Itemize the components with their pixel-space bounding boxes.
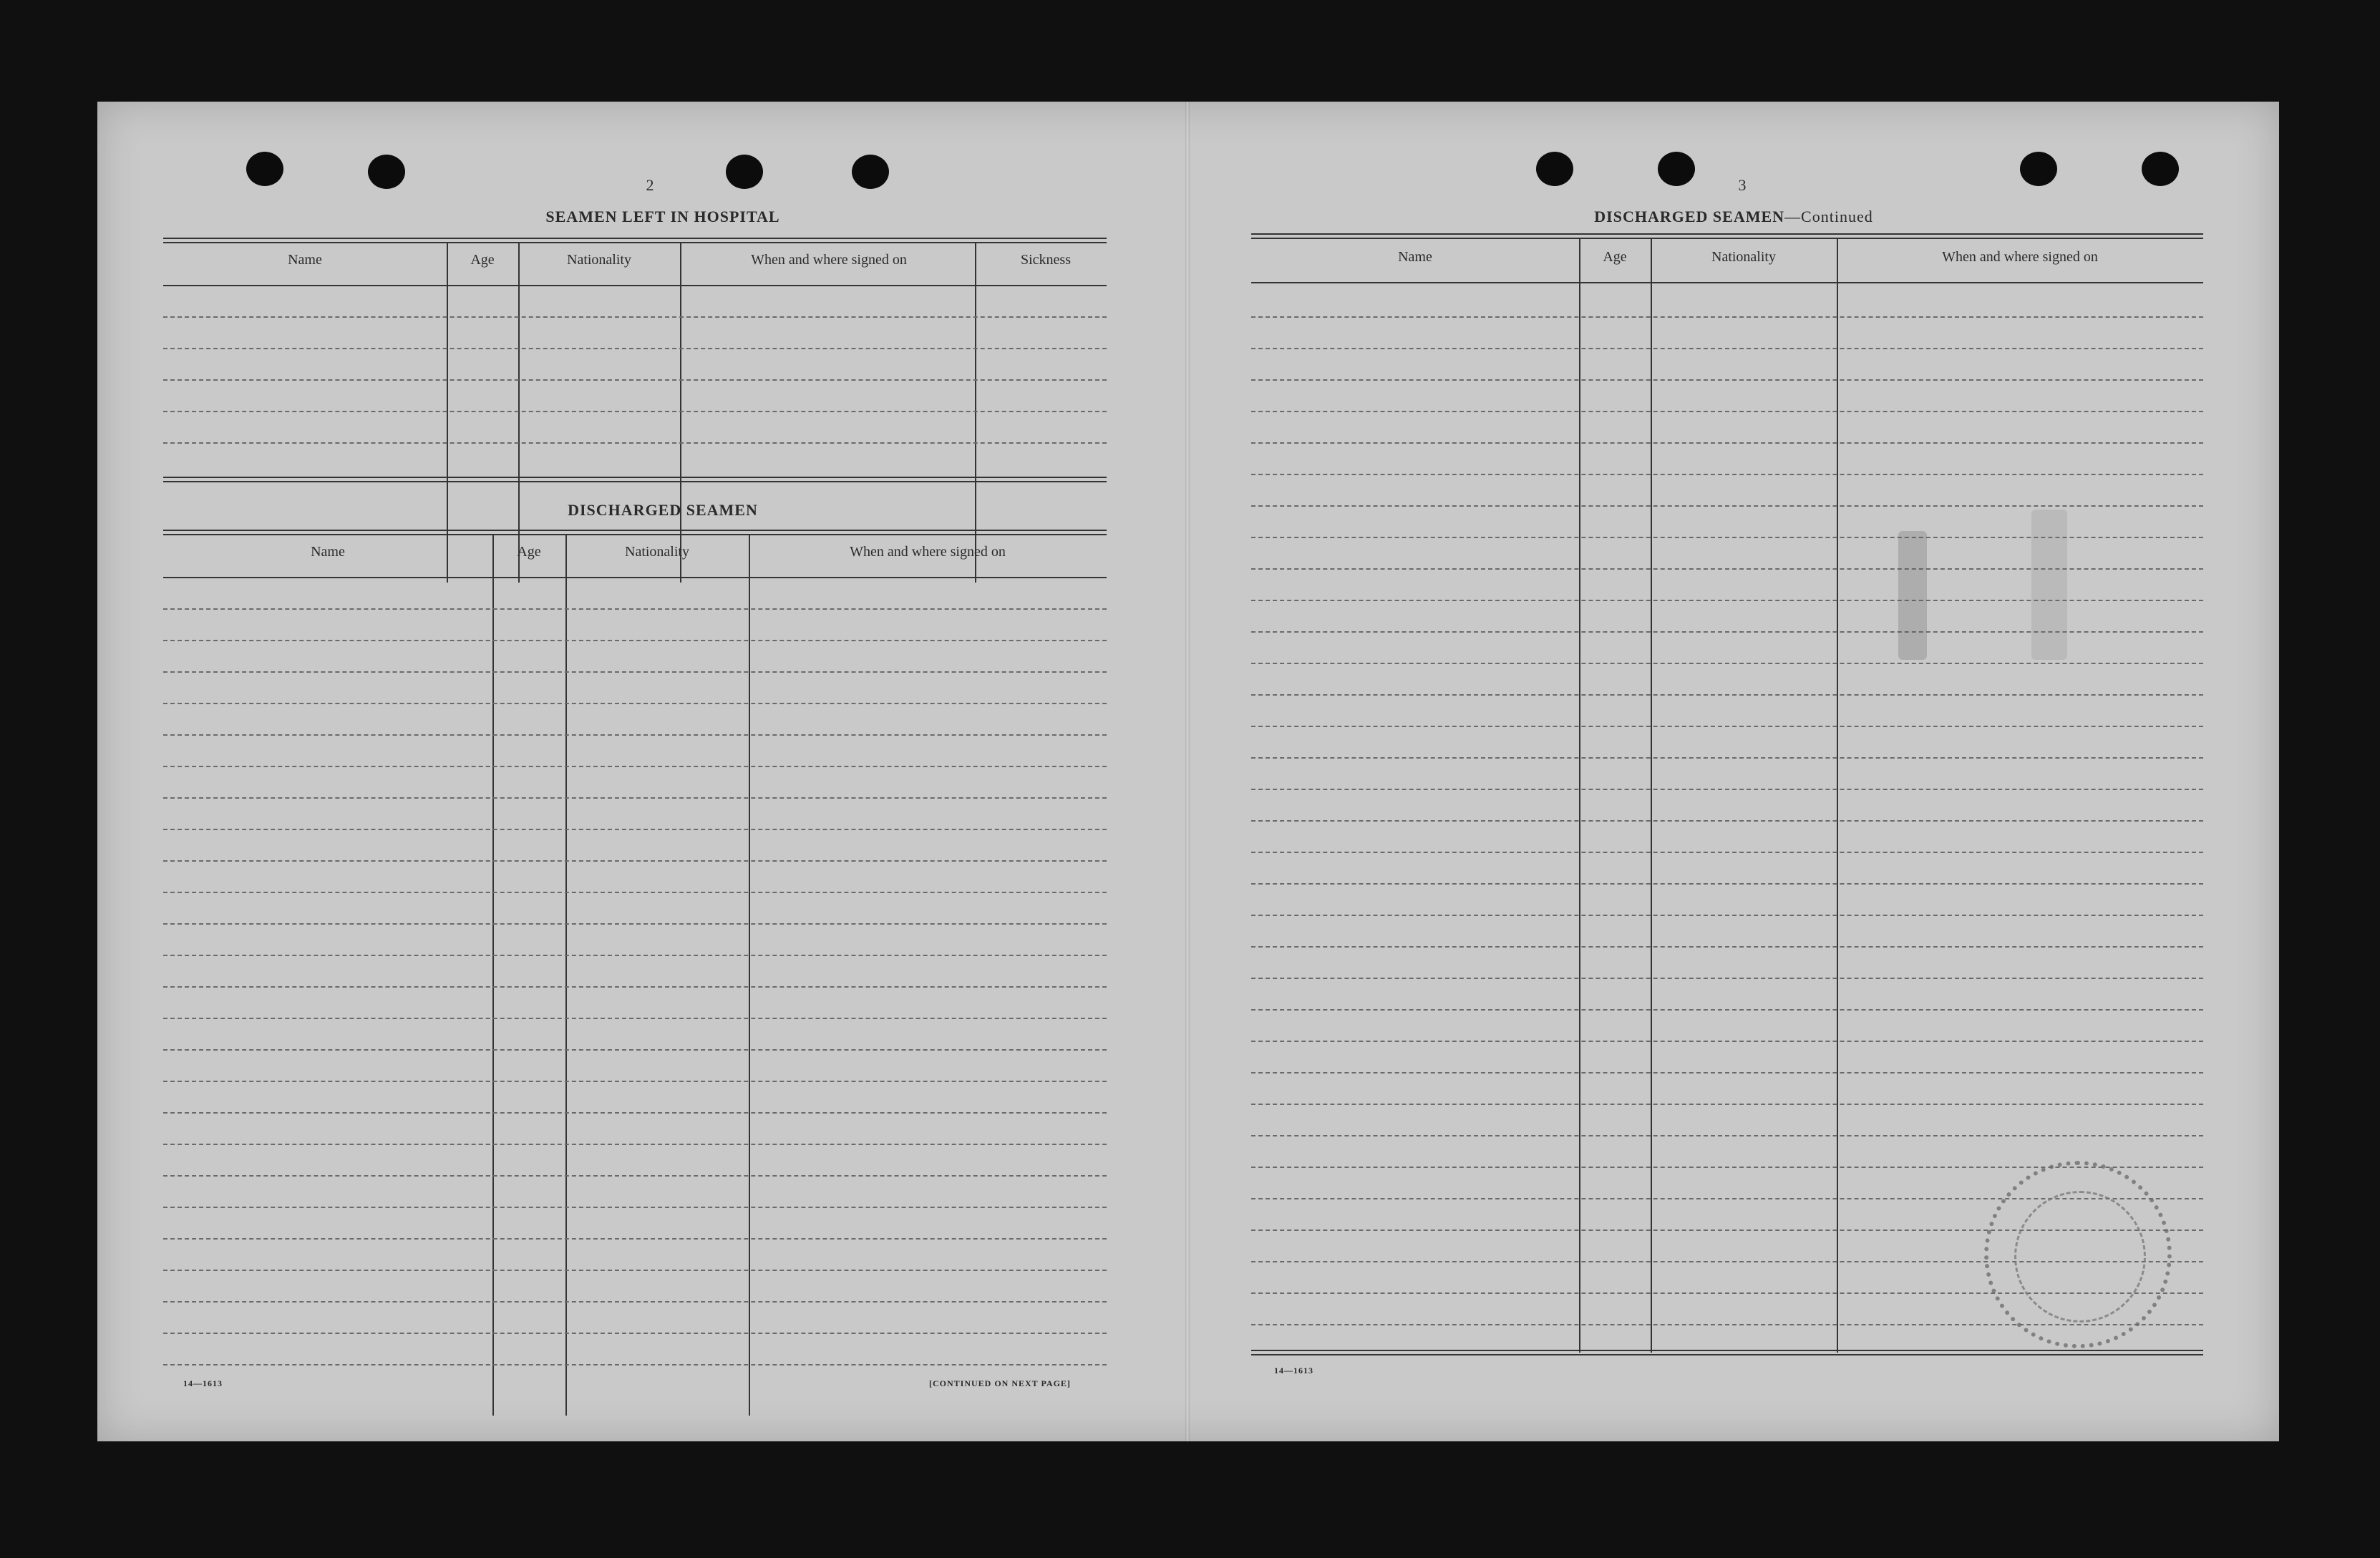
discharged-col-age: Age: [517, 544, 541, 560]
discharged-col-signed-on: When and where signed on: [850, 544, 1006, 560]
hospital-title-rule: [163, 238, 1107, 243]
ruled-row-line: [1251, 789, 2203, 790]
right-col-age: Age: [1603, 249, 1627, 265]
faint-stamp-mark: [2031, 510, 2067, 660]
ruled-row-line: [1251, 726, 2203, 727]
ruled-row-line: [163, 923, 1107, 925]
ruled-row-line: [163, 348, 1107, 349]
ruled-row-line: [1251, 505, 2203, 507]
discharged-col-divider: [492, 534, 494, 1416]
hospital-col-signed-on: When and where signed on: [751, 252, 907, 268]
discharged-col-divider: [565, 534, 567, 1416]
form-number: 14—1613: [183, 1378, 223, 1388]
customs-stamp-inner-ring: [2014, 1191, 2146, 1323]
discharged-col-nationality: Nationality: [625, 544, 689, 560]
discharged-header-rule: [163, 577, 1107, 578]
left-page: [97, 102, 1185, 1441]
ruled-row-line: [1251, 883, 2203, 885]
form-number: 14—1613: [1274, 1365, 1313, 1376]
ruled-row-line: [163, 1081, 1107, 1082]
page-number: 3: [1738, 176, 1747, 194]
right-col-divider: [1579, 238, 1580, 1353]
ruled-row-line: [163, 608, 1107, 610]
hospital-section-title: SEAMEN LEFT IN HOSPITAL: [545, 208, 780, 225]
discharged-section-title: DISCHARGED SEAMEN: [568, 501, 758, 519]
ruled-row-line: [163, 860, 1107, 862]
ruled-row-line: [163, 1112, 1107, 1114]
ruled-row-line: [1251, 694, 2203, 696]
continued-note: [CONTINUED ON NEXT PAGE]: [929, 1378, 1071, 1388]
ruled-row-line: [1251, 915, 2203, 916]
ruled-row-line: [163, 640, 1107, 641]
ruled-row-line: [163, 1049, 1107, 1051]
document-sheet: [97, 102, 2279, 1441]
hospital-header-rule: [163, 285, 1107, 286]
discharged-col-divider: [749, 534, 750, 1416]
ruled-row-line: [163, 316, 1107, 318]
ruled-row-line: [163, 1207, 1107, 1208]
discharged-continued-title-main: DISCHARGED SEAMEN: [1594, 208, 1785, 225]
right-bottom-rule: [1251, 1350, 2203, 1355]
ruled-row-line: [1251, 757, 2203, 759]
ruled-row-line: [1251, 1104, 2203, 1105]
ruled-row-line: [163, 379, 1107, 381]
ruled-row-line: [163, 442, 1107, 444]
ruled-row-line: [163, 1238, 1107, 1240]
right-col-nationality: Nationality: [1711, 249, 1776, 265]
hospital-col-age: Age: [470, 252, 495, 268]
customs-stamp: [1984, 1161, 2172, 1348]
right-col-signed-on: When and where signed on: [1942, 249, 2098, 265]
ruled-row-line: [1251, 978, 2203, 979]
hospital-bottom-rule: [163, 477, 1107, 482]
ruled-row-line: [1251, 411, 2203, 412]
ruled-row-line: [163, 1175, 1107, 1177]
ruled-row-line: [1251, 474, 2203, 475]
ruled-row-line: [163, 1301, 1107, 1303]
right-title-rule: [1251, 233, 2203, 239]
right-col-divider: [1837, 238, 1838, 1353]
ruled-row-line: [1251, 852, 2203, 853]
discharged-continued-title-suffix: —Continued: [1784, 208, 1873, 225]
ruled-row-line: [1251, 348, 2203, 349]
ruled-row-line: [163, 829, 1107, 830]
ruled-row-line: [163, 1144, 1107, 1145]
ruled-row-line: [1251, 379, 2203, 381]
ruled-row-line: [1251, 663, 2203, 664]
ruled-row-line: [163, 1364, 1107, 1365]
ruled-row-line: [163, 703, 1107, 704]
ruled-row-line: [163, 892, 1107, 893]
right-col-divider: [1651, 238, 1652, 1353]
ruled-row-line: [1251, 316, 2203, 318]
discharged-col-name: Name: [311, 544, 345, 560]
ruled-row-line: [1251, 946, 2203, 948]
ruled-row-line: [163, 1018, 1107, 1019]
ruled-row-line: [163, 1333, 1107, 1334]
ruled-row-line: [1251, 442, 2203, 444]
ruled-row-line: [1251, 820, 2203, 822]
hospital-col-nationality: Nationality: [567, 252, 631, 268]
ruled-row-line: [163, 955, 1107, 956]
ruled-row-line: [163, 734, 1107, 736]
ruled-row-line: [163, 411, 1107, 412]
faint-stamp-mark: [1898, 531, 1927, 660]
discharged-continued-title: [1476, 208, 1991, 226]
right-header-rule: [1251, 282, 2203, 283]
ruled-row-line: [1251, 1072, 2203, 1073]
page-number: 2: [646, 176, 654, 194]
ruled-row-line: [1251, 1041, 2203, 1042]
ruled-row-line: [163, 797, 1107, 799]
right-col-name: Name: [1398, 249, 1432, 265]
ruled-row-line: [163, 671, 1107, 673]
hospital-col-name: Name: [288, 252, 322, 268]
right-page: [1190, 102, 2279, 1441]
ruled-row-line: [1251, 1135, 2203, 1136]
discharged-title-rule: [163, 530, 1107, 535]
ruled-row-line: [1251, 1009, 2203, 1011]
ruled-row-line: [163, 766, 1107, 767]
ruled-row-line: [163, 1270, 1107, 1271]
ruled-row-line: [163, 986, 1107, 988]
hospital-col-sickness: Sickness: [1021, 252, 1071, 268]
